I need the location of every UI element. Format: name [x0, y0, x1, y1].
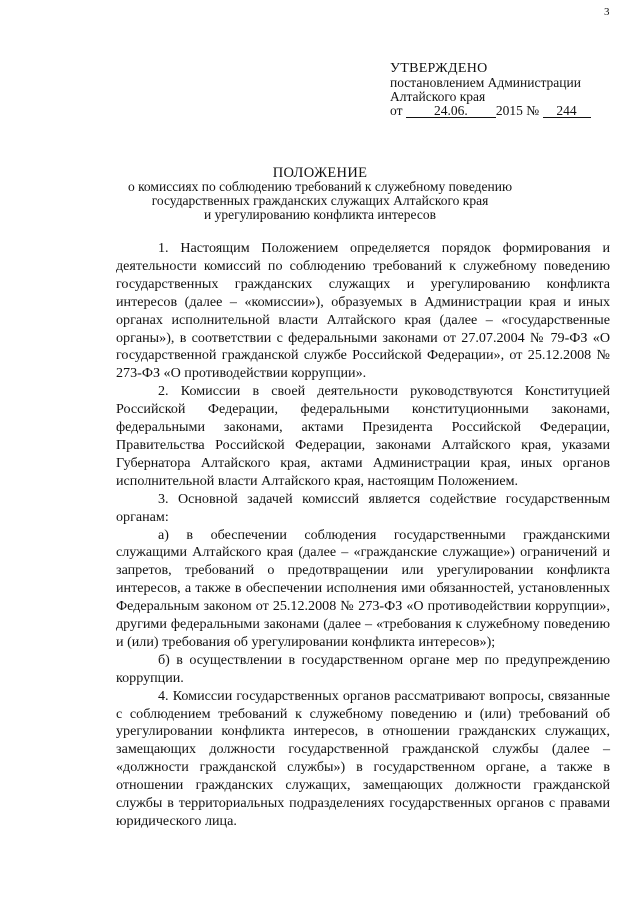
approval-year: 2015 №: [495, 103, 540, 118]
approval-date-line: [390, 104, 630, 118]
title-line-3: и урегулированию конфликта интересов: [204, 207, 436, 222]
title-line-1: о комиссиях по соблюдению требований к служебному поведению: [127, 179, 513, 194]
approval-stamp: [390, 62, 630, 118]
document-body: [116, 240, 610, 831]
paragraph-2: 2. Комиссии в своей деятельности руководствуются Конституцией Российской Федерации, федеральными конституционными законами, федеральными законами, актами Президента Российской Федерации, Правительства Российской Федерации, законами Алтайского края, указами Губернатора Алтайского края, актами Администрации края, иных органов исполнительной власти Алтайского края, настоящим Положением.: [116, 383, 610, 489]
page-number: 3: [604, 6, 610, 18]
approval-heading: УТВЕРЖДЕНО: [390, 61, 488, 76]
title-line-2: государственных гражданских служащих Алтайского края: [151, 193, 489, 208]
paragraph-1: 1. Настоящим Положением определяется порядок формирования и деятельности комиссий по соблюдению требований к служебному поведению государственных гражданских служащих и урегулированию конфликта интересов (далее – «комиссии»), образуемых в Администрации края и иных органах исполнительной власти Алтайского края (далее – «государственные органы»), в соответствии с федеральными законами от 27.07.2004 № 79-ФЗ «О государственной гражданской службе Российской Федерации», от 25.12.2008 № 273-ФЗ «О противодействии коррупции».: [116, 240, 610, 382]
paragraph-3b: б) в осуществлении в государственном органе мер по предупреждению коррупции.: [116, 651, 610, 686]
date-prefix: от: [390, 103, 403, 118]
approval-date: 24.06.: [406, 105, 496, 118]
approval-number: 244: [543, 105, 591, 118]
paragraph-3: 3. Основной задачей комиссий является содействие государственным органам:: [116, 490, 610, 525]
approval-line-1: постановлением Администрации: [390, 75, 581, 90]
document-title: ПОЛОЖЕНИЕ: [272, 165, 368, 181]
approval-line-2: Алтайского края: [390, 89, 486, 104]
paragraph-3a: а) в обеспечении соблюдения государственными гражданскими служащими Алтайского края (далее – «гражданские служащие») ограничений и запретов, требований о предотвращении или урегулировании конфликта интересов, а также в обеспечении исполнения ими обязанностей, установленных Федеральным законом от 25.12.2008 № 273-ФЗ «О противодействии коррупции», другими федеральными законами (далее – «требования к служебному поведению и (или) требования об урегулировании конфликта интересов»);: [116, 526, 610, 650]
paragraph-4: 4. Комиссии государственных органов рассматривают вопросы, связанные с соблюдением требований к служебному поведению и (или) требований об урегулировании конфликта интересов, в отношении гражданских служащих, замещающих должности государственной гражданской службы (далее – «должности гражданской службы») в государственном органе, а также в отношении гражданских служащих, замещающих должности гражданской службы в территориальных подразделениях государственных органов с правами юридического лица.: [116, 687, 610, 829]
document-title-block: [0, 166, 640, 222]
